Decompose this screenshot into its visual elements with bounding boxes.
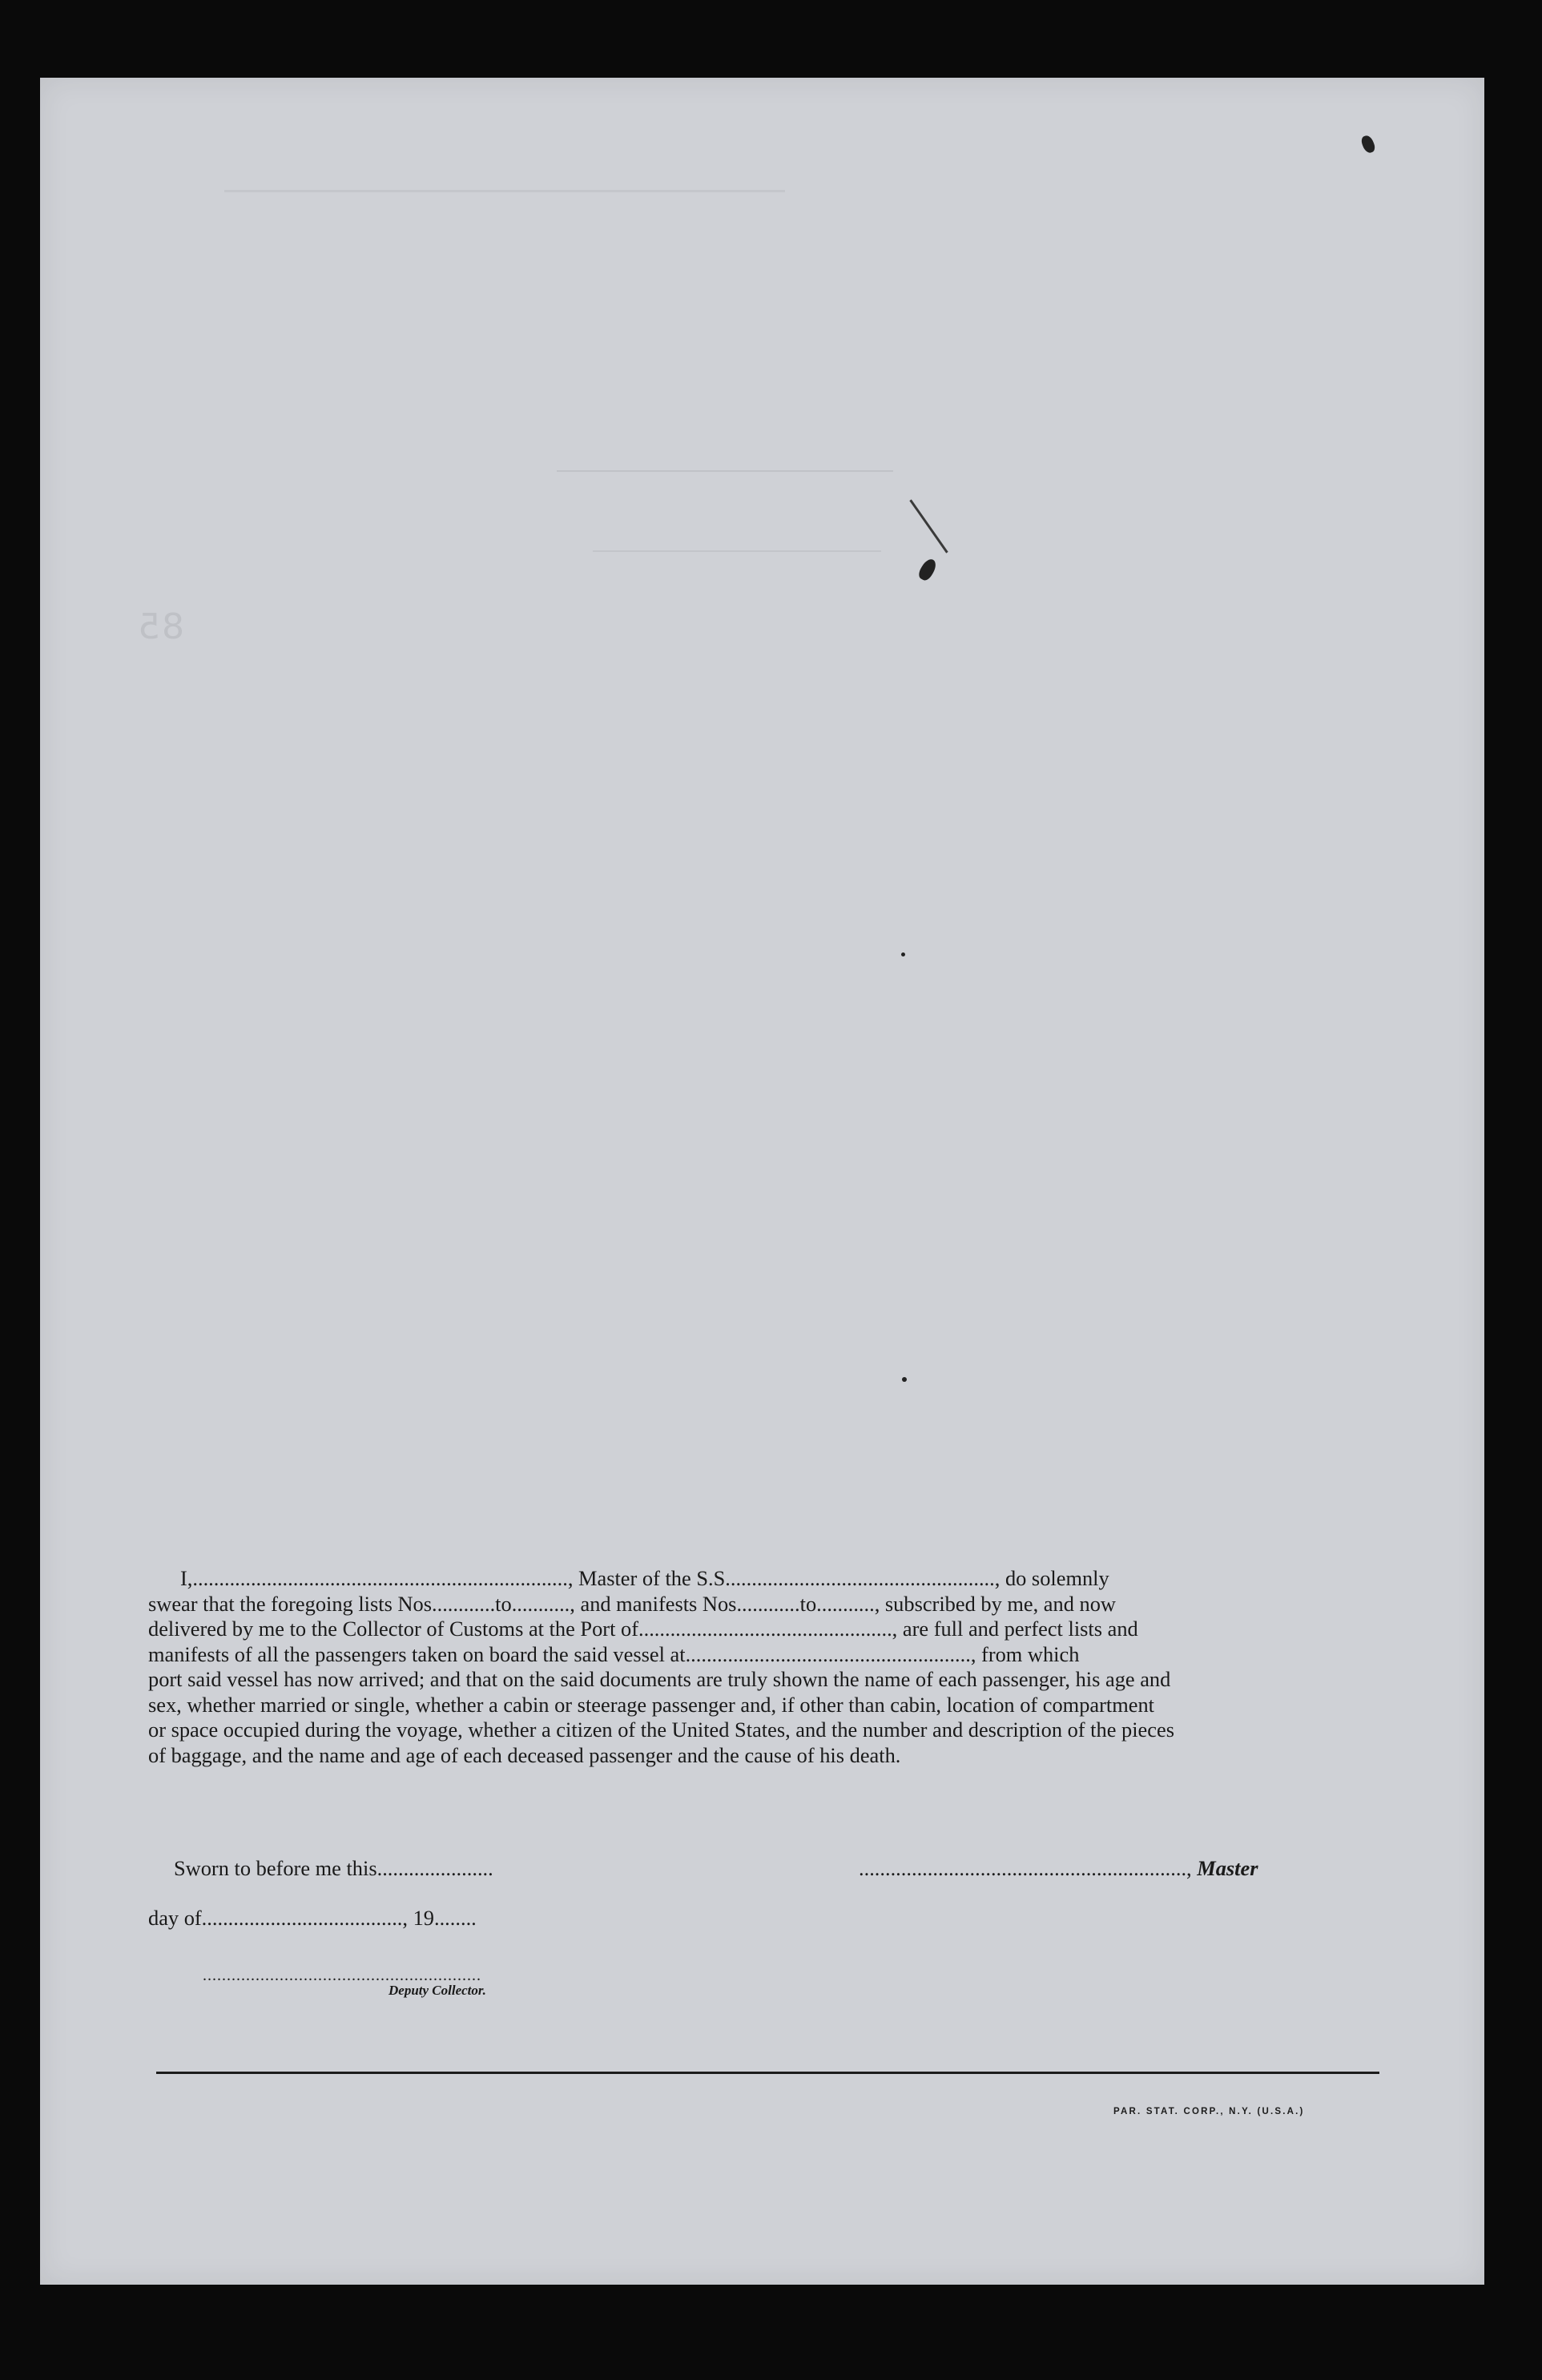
footer-rule: [156, 2072, 1379, 2074]
oath-line: I,......................................................................., Master of the S.S..................................................., do solemnly: [180, 1566, 1109, 1590]
ink-dot: [901, 952, 905, 956]
deputy-collector-signature-line: ..........................................................: [203, 1967, 481, 1984]
master-signature-field: [859, 1856, 1258, 1881]
ink-stroke: [909, 499, 948, 553]
bleed-through-line: [593, 550, 881, 552]
sworn-before-field: Sworn to before me this......................: [174, 1856, 493, 1880]
oath-line: delivered by me to the Collector of Customs at the Port of................................................, are full and perfect lists and: [148, 1617, 1138, 1641]
oath-line: or space occupied during the voyage, whether a citizen of the United States, and the number and description of the pieces: [148, 1718, 1174, 1742]
ink-dot: [902, 1377, 907, 1382]
oath-line: manifests of all the passengers taken on board the said vessel at......................................................, from which: [148, 1641, 1080, 1666]
oath-line: swear that the foregoing lists Nos............to..........., and manifests Nos............to..........., subscribed by me, and now: [148, 1591, 1116, 1616]
oath-line: sex, whether married or single, whether a cabin or steerage passenger and, if other than cabin, location of compartment: [148, 1692, 1155, 1717]
oath-line: of baggage, and the name and age of each deceased passenger and the cause of his death.: [148, 1742, 901, 1767]
master-oath-paragraph: [148, 1566, 1390, 1768]
master-label: Master: [1197, 1856, 1258, 1880]
day-of-field: day of......................................, 19........: [148, 1906, 477, 1930]
deputy-collector-label: Deputy Collector.: [389, 1983, 486, 1998]
bleed-through-line: [557, 470, 893, 472]
printer-imprint: PAR. STAT. CORP., N.Y. (U.S.A.): [1113, 2107, 1305, 2116]
bleed-through-line: [224, 190, 785, 210]
ink-blot: [916, 557, 939, 582]
bleed-through-number: 85: [136, 606, 184, 647]
ink-blot: [1360, 134, 1377, 154]
document-page: [40, 78, 1484, 2285]
master-signature-line: ..............................................................,: [859, 1856, 1198, 1880]
oath-line: port said vessel has now arrived; and that on the said documents are truly shown the name of each passenger, his age and: [148, 1667, 1171, 1691]
